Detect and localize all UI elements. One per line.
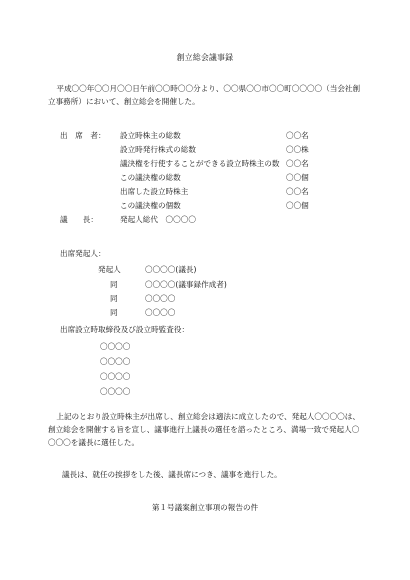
attendance-row: [120, 202, 370, 210]
attendance-value: 〇〇名: [286, 187, 309, 196]
promoter-row: [110, 294, 176, 303]
promoters-label: 出席発起人：: [60, 249, 106, 258]
attendance-row: [120, 146, 370, 154]
promoter-role: 同: [110, 294, 118, 303]
promoter-row: [110, 308, 176, 317]
attendance-row: [120, 132, 370, 140]
attendance-item: 出席した設立時株主: [120, 187, 189, 196]
attendance-item: この議決権の個数: [120, 201, 181, 210]
agenda-heading: 第１号議案創立事項の報告の件: [151, 503, 259, 512]
attendance-value: 〇〇名: [286, 159, 309, 168]
director-name: 〇〇〇〇: [100, 387, 131, 396]
attendance-item: 設立時発行株式の総数: [120, 145, 196, 154]
attendance-row: [120, 188, 370, 196]
promoter-name: 〇〇〇〇: [145, 294, 176, 303]
attendance-value: 〇〇名: [286, 131, 309, 140]
promoter-row: [110, 280, 227, 289]
promoter-role: 同: [110, 280, 118, 289]
promoter-role: 同: [110, 308, 118, 317]
chair-value: 発起人総代 〇〇〇〇: [120, 215, 196, 224]
attendance-value: 〇〇株: [286, 145, 309, 154]
attendance-value: 〇〇個: [286, 173, 309, 182]
promoter-row: [98, 265, 197, 274]
attendance-item: 議決権を行使することができる設立時株主の数: [120, 159, 280, 168]
directors-label: 出席設立時取締役及び設立時監査役：: [60, 325, 190, 334]
attendance-value: 〇〇個: [286, 201, 309, 210]
opening-paragraph: 平成〇〇年〇〇月〇〇日午前〇〇時〇〇分より、〇〇県〇〇市〇〇町〇〇〇〇（当会社創立事務所）において、創立総会を開催した。: [48, 84, 361, 107]
document-title: 創立総会議事録: [176, 53, 234, 62]
chair-paragraph: 議長は、就任の挨拶をした後、議長席につき、議事を進行した。: [62, 470, 282, 479]
chair-label: 議 長：: [60, 215, 98, 224]
attendance-row: [120, 174, 370, 182]
promoter-name: 〇〇〇〇: [145, 308, 176, 317]
promoter-name: 〇〇〇〇(議長): [145, 265, 197, 274]
resolution-paragraph: 上記のとおり設立時株主が出席し、創立総会は適法に成立したので、発起人〇〇〇〇は、創立総会を開催する旨を宣し、議事進行上議長の選任を諮ったところ、満場一致で発起人〇〇〇〇を議長に選任した。: [48, 412, 360, 448]
attendance-item: この議決権の総数: [120, 173, 181, 182]
director-name: 〇〇〇〇: [100, 342, 131, 351]
promoter-name: 〇〇〇〇(議事録作成者): [145, 280, 227, 289]
director-name: 〇〇〇〇: [100, 372, 131, 381]
promoter-role: 発起人: [98, 265, 121, 274]
attendance-row: [120, 160, 370, 168]
attendance-label: 出 席 者：: [60, 131, 106, 140]
director-name: 〇〇〇〇: [100, 357, 131, 366]
attendance-item: 設立時株主の総数: [120, 131, 181, 140]
